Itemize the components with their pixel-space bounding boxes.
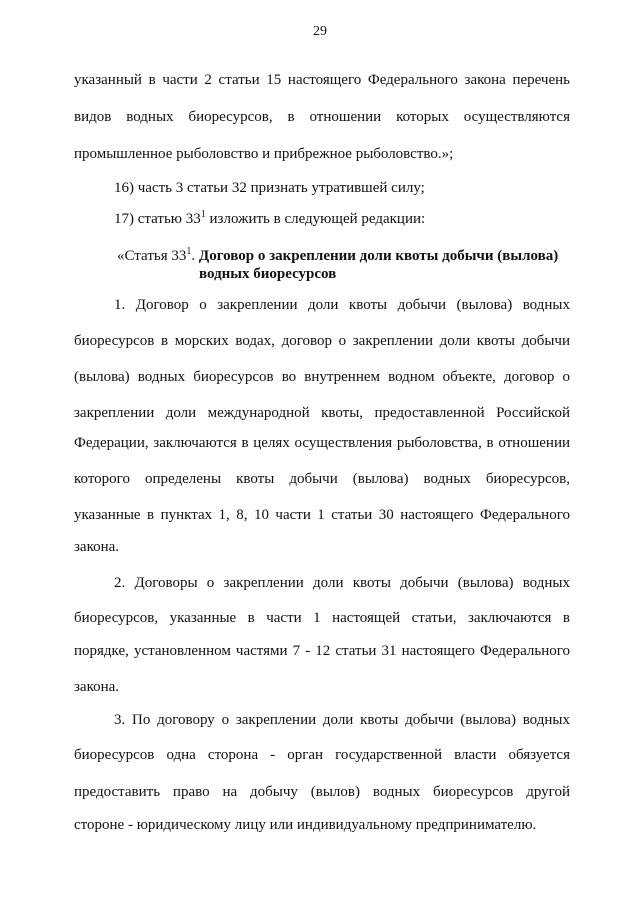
paragraph-1-line: биоресурсов в морских водах, договор о закреплении доли квоты добычи (74, 333, 570, 349)
list-item-17 (114, 209, 570, 227)
list-item-16: 16) часть 3 статьи 32 признать утратившей силу; (114, 180, 425, 196)
item17-text-a: 17) статью 33 (114, 211, 201, 227)
item17-text-b: изложить в следующей редакции: (205, 211, 426, 227)
heading-superscript: 1 (186, 246, 192, 257)
heading-title-line1: Договор о закреплении доли квоты добычи (вылова) (195, 248, 559, 264)
paragraph-1-line: (вылова) водных биоресурсов во внутреннем водном объекте, договор о (74, 369, 570, 385)
paragraph-3-line: предоставить право на добычу (вылов) водных биоресурсов другой (74, 784, 570, 800)
paragraph-1-line: закреплении доли международной квоты, предоставленной Российской (74, 405, 570, 421)
heading-dot: . (191, 248, 196, 264)
heading-title-line2: водных биоресурсов (199, 266, 337, 282)
paragraph-1-line: закона. (74, 539, 120, 555)
paragraph-1-line: Федерации, заключаются в целях осуществления рыболовства, в отношении (74, 435, 570, 451)
paragraph-2-line: порядке, установленном частями 7 - 12 статьи 31 настоящего Федерального (74, 643, 570, 659)
text-line: промышленное рыболовство и прибрежное рыболовство.»; (74, 146, 454, 162)
paragraph-3-line: стороне - юридическому лицу или индивидуальному предпринимателю. (74, 817, 537, 833)
paragraph-2-line: биоресурсов, указанные в части 1 настоящей статьи, заключаются в (74, 610, 570, 626)
heading-label: «Статья 33 (117, 248, 187, 264)
item17-superscript: 1 (200, 209, 206, 220)
paragraph-3-line: биоресурсов одна сторона - орган государственной власти обязуется (74, 747, 570, 763)
page-number: 29 (313, 24, 327, 39)
paragraph-1-line: которого определены квоты добычи (вылова) водных биоресурсов, (74, 471, 570, 487)
text-line: указанный в части 2 статьи 15 настоящего Федерального закона перечень (74, 72, 570, 88)
paragraph-2-line: 2. Договоры о закреплении доли квоты добычи (вылова) водных (114, 575, 570, 591)
text-line: видов водных биоресурсов, в отношении которых осуществляются (74, 109, 570, 125)
paragraph-3-line: 3. По договору о закреплении доли квоты добычи (вылова) водных (114, 712, 570, 728)
paragraph-1-line: 1. Договор о закреплении доли квоты добычи (вылова) водных (114, 297, 570, 313)
article-heading (117, 247, 570, 283)
paragraph-2-line: закона. (74, 679, 120, 695)
paragraph-1-line: указанные в пунктах 1, 8, 10 части 1 статьи 30 настоящего Федерального (74, 507, 570, 523)
